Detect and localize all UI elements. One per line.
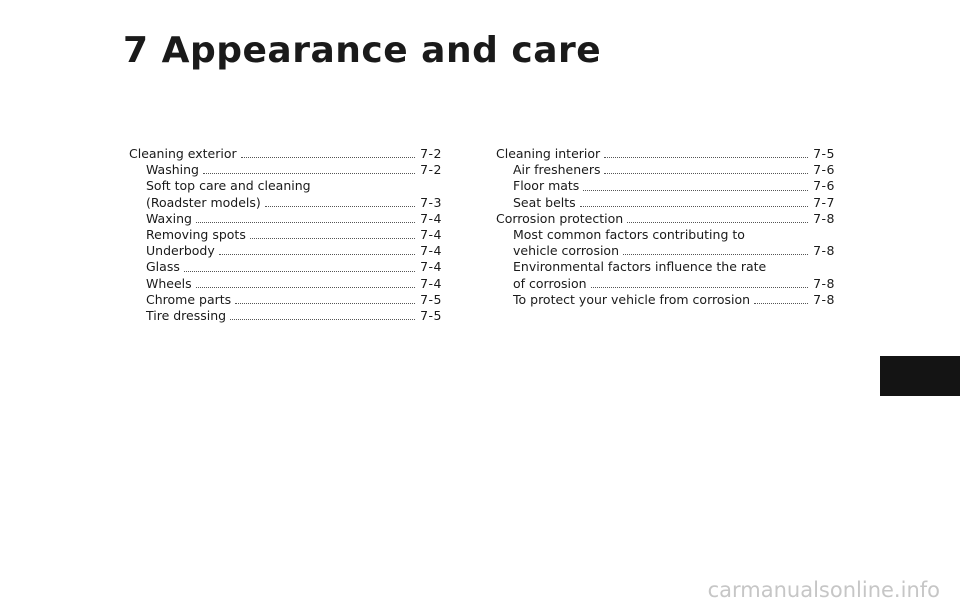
- toc-entry-soft-top-care[interactable]: [129, 178, 442, 210]
- toc-leader-dots: [580, 206, 808, 207]
- toc-entry-title-line1: Environmental factors influence the rate: [513, 259, 767, 275]
- toc-entry-title-line1: Soft top care and cleaning: [146, 178, 311, 194]
- toc-entry-title: Floor mats: [513, 178, 580, 194]
- toc-entry-title-line2: (Roadster models): [146, 194, 261, 210]
- toc-left-column: [129, 146, 442, 324]
- toc-entry-protect-vehicle[interactable]: [496, 292, 835, 308]
- toc-leader-dots: [623, 254, 808, 255]
- toc-leader-dots: [203, 173, 415, 174]
- toc-entry-page: 7-4: [420, 259, 442, 275]
- toc-entry-environmental-factors[interactable]: [496, 259, 835, 291]
- toc-entry-page: 7-8: [813, 210, 835, 226]
- toc-leader-dots: [196, 222, 415, 223]
- toc-entry-page: 7-5: [813, 146, 835, 161]
- toc-leader-dots: [627, 222, 808, 223]
- toc-entry-title: Seat belts: [513, 194, 576, 210]
- toc-entry-title: Chrome parts: [146, 291, 232, 307]
- toc-entry-title-line2: of corrosion: [513, 275, 587, 291]
- toc-entry-page: 7-8: [813, 243, 835, 259]
- toc-entry-page: 7-6: [813, 178, 835, 194]
- toc-entry-common-factors[interactable]: [496, 227, 835, 259]
- toc-entry-title: Washing: [146, 162, 199, 178]
- toc-leader-dots: [196, 287, 415, 288]
- toc-entry-page: 7-7: [813, 194, 835, 210]
- toc-entry-waxing[interactable]: [129, 211, 442, 227]
- toc-entry-underbody[interactable]: [129, 243, 442, 259]
- toc-entry-chrome-parts[interactable]: [129, 292, 442, 308]
- toc-entry-removing-spots[interactable]: [129, 227, 442, 243]
- toc-entry-page: 7-4: [420, 243, 442, 259]
- toc-leader-dots: [250, 238, 415, 239]
- toc-leader-dots: [604, 173, 808, 174]
- toc-entry-page: 7-5: [420, 291, 442, 307]
- toc-entry-page: 7-8: [813, 275, 835, 291]
- toc-entry-title: Glass: [146, 259, 180, 275]
- toc-entry-title: Waxing: [146, 210, 192, 226]
- toc-entry-glass[interactable]: [129, 259, 442, 275]
- toc-leader-dots: [230, 319, 415, 320]
- toc-leader-dots: [219, 254, 415, 255]
- toc-entry-page: 7-6: [813, 162, 835, 178]
- toc-entry-page: 7-5: [420, 308, 442, 324]
- toc-entry-title: Cleaning exterior: [129, 146, 237, 161]
- toc-entry-title: Tire dressing: [146, 308, 227, 324]
- toc-entry-seat-belts[interactable]: [496, 195, 835, 211]
- toc-entry-page: 7-8: [813, 291, 835, 307]
- toc-entry-page: 7-3: [420, 194, 442, 210]
- toc-leader-dots: [265, 206, 415, 207]
- toc-entry-wheels[interactable]: [129, 276, 442, 292]
- toc-entry-title: Removing spots: [146, 227, 246, 243]
- chapter-title: 7 Appearance and care: [123, 30, 602, 71]
- toc-entry-cleaning-exterior[interactable]: [129, 146, 442, 162]
- watermark: carmanualsonline.info: [707, 578, 940, 602]
- toc-leader-dots: [604, 157, 808, 158]
- toc-leader-dots: [583, 190, 808, 191]
- toc-leader-dots: [184, 271, 415, 272]
- toc-leader-dots: [754, 303, 808, 304]
- toc-entry-page: 7-2: [420, 162, 442, 178]
- toc-entry-title: Wheels: [146, 275, 192, 291]
- toc-right-column: [496, 146, 835, 308]
- toc-entry-page: 7-2: [420, 146, 442, 161]
- toc-entry-washing[interactable]: [129, 162, 442, 178]
- toc-entry-page: 7-4: [420, 210, 442, 226]
- toc-leader-dots: [235, 303, 415, 304]
- toc-entry-page: 7-4: [420, 275, 442, 291]
- toc-entry-cleaning-interior[interactable]: [496, 146, 835, 162]
- toc-entry-title-line1: Most common factors contributing to: [513, 227, 745, 243]
- toc-entry-title: Air fresheners: [513, 162, 601, 178]
- chapter-tab: [880, 356, 960, 396]
- toc-entry-floor-mats[interactable]: [496, 178, 835, 194]
- toc-entry-page: 7-4: [420, 227, 442, 243]
- toc-entry-tire-dressing[interactable]: [129, 308, 442, 324]
- toc-entry-title: Underbody: [146, 243, 215, 259]
- toc-entry-title: Corrosion protection: [496, 210, 624, 226]
- toc-entry-title: To protect your vehicle from corrosion: [513, 291, 751, 307]
- toc-entry-title: Cleaning interior: [496, 146, 601, 161]
- toc-entry-corrosion-protection[interactable]: [496, 211, 835, 227]
- toc-leader-dots: [591, 287, 809, 288]
- toc-entry-title-line2: vehicle corrosion: [513, 243, 619, 259]
- toc-entry-air-fresheners[interactable]: [496, 162, 835, 178]
- toc-leader-dots: [241, 157, 415, 158]
